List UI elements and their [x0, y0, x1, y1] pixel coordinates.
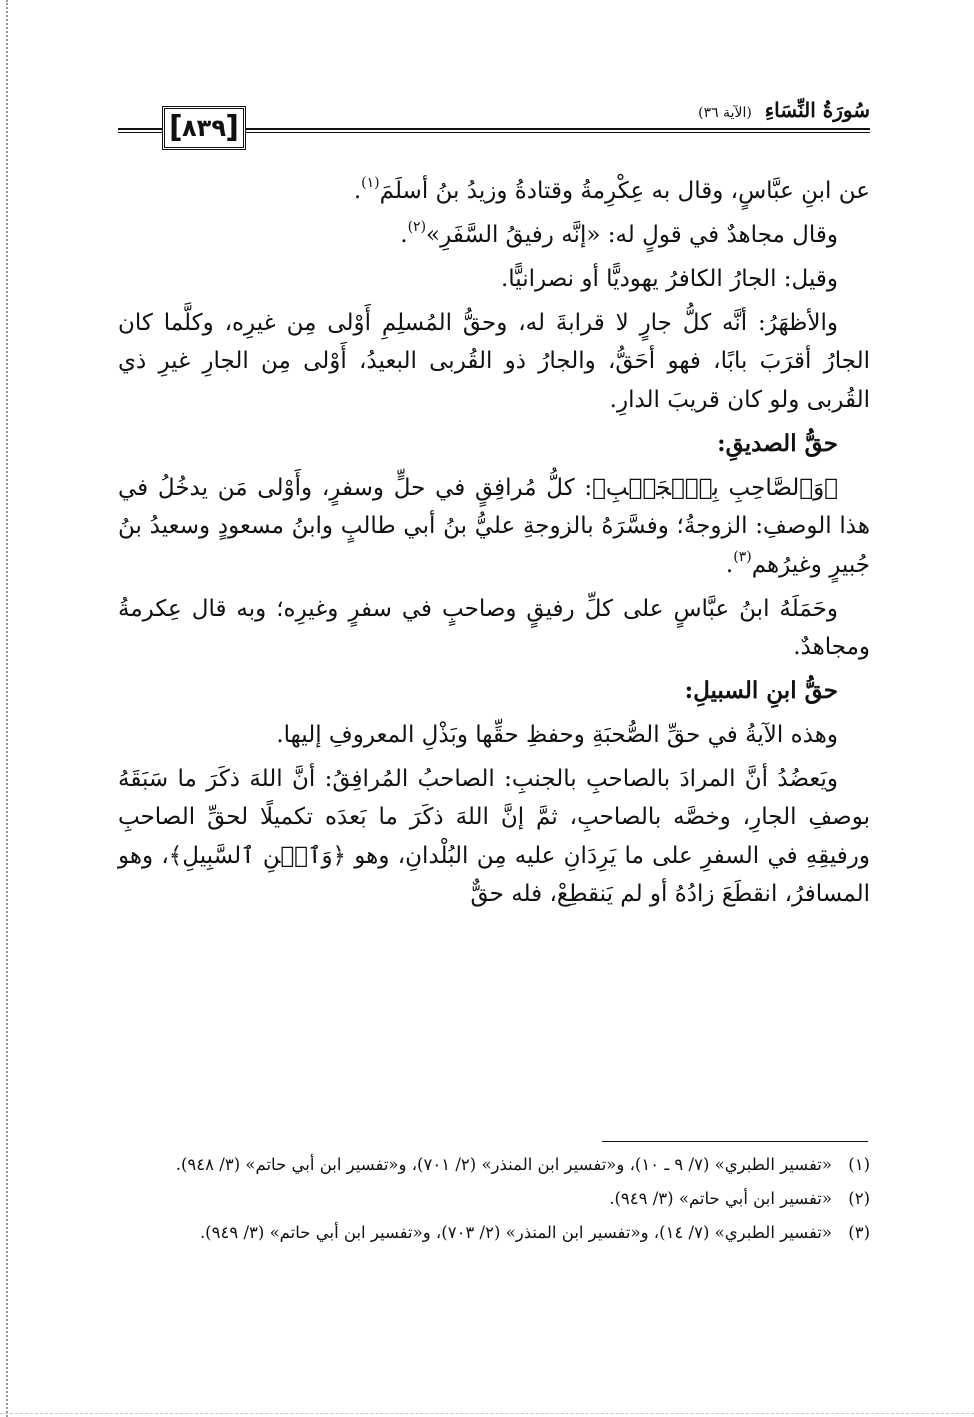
- paragraph: [118, 469, 870, 584]
- page-number: ٨٣٩: [182, 114, 226, 142]
- scan-left-edge: [0, 0, 8, 1417]
- footnote-separator: [602, 1141, 868, 1142]
- paragraph-text: وقيل: الجارُ الكافرُ يهوديًّا أو نصرانيًّا.: [500, 266, 838, 292]
- paragraph-text: وهذه الآيةُ في حقِّ الصُّحبَةِ وحفظِ حقِّها وبَذْلِ المعروفِ إليها.: [276, 722, 838, 749]
- page-number-box: [162, 106, 246, 150]
- paragraph-text: وحَمَلَهُ ابنُ عبَّاسٍ على كلِّ رفيقٍ وصاحبٍ في سفرٍ وغيرِه؛ وبه قال عِكرمةُ ومجاهدٌ.: [118, 595, 870, 661]
- paragraph-text: وقال مجاهدٌ في قولٍ له: «إنَّه رفيقُ السَّفَرِ»: [426, 222, 838, 248]
- footnote: [118, 1150, 870, 1180]
- paragraph: [118, 760, 870, 914]
- surah-title: سُورَةُ النِّسَاءِ: [764, 98, 870, 122]
- footnote-number: (٢): [848, 1189, 870, 1208]
- footnote-marker: (١): [361, 175, 380, 192]
- paragraph-text: عن ابنِ عبَّاسٍ، وقال به عِكْرِمةُ وقتادةُ وزيدُ بنُ أسلَمَ: [379, 178, 870, 204]
- footnote-text: «تفسير ابن أبي حاتم» (٣/ ٩٤٩).: [609, 1189, 832, 1208]
- footnotes: [118, 1150, 870, 1252]
- paragraph-text: ويَعضُدُ أنَّ المرادَ بالصاحبِ بالجنبِ: الصاحبُ المُرافِقُ: أنَّ اللهَ ذكَرَ ما سَبَقَهُ بوصفِ الجارِ، وخصَّه بالصاحبِ، ثمَّ إنَّ اللهَ ذكَرَ ما بَعدَه تكميلًا لحقِّ الصاحبِ ورفيقِهِ في السفرِ على ما يَرِدَانِ عليه مِن البُلْدانِ، وهو ﴿وَٱبۡنِ ٱلسَّبِيلِ﴾، وهو المسافرُ، انقطَعَ زادُهُ أو لم يَنقطِعْ، فله حقٌّ: [118, 766, 870, 908]
- paragraph-text: والأظهَرُ: أنَّه كلُّ جارٍ لا قرابةَ له، وحقُّ المُسلِمِ أَوْلى مِن غيرِه، وكلَّما كان الجارُ أقرَبَ بابًا، فهو أحَقُّ، والجارُ ذو القُربى البعيدُ، أَوْلى مِن الجارِ غيرِ ذي القُربى ولو كان قريبَ الدارِ.: [118, 310, 870, 413]
- bracket-right-icon: ]: [225, 110, 239, 145]
- paragraph: [118, 172, 870, 210]
- footnote-number: (١): [848, 1155, 870, 1174]
- section-heading: حقُّ ابنِ السبيلِ:: [684, 677, 838, 705]
- footnote-text: «تفسير الطبري» (٧/ ١٤)، و«تفسير ابن المنذر» (٢/ ٧٠٣)، و«تفسير ابن أبي حاتم» (٣/ ٩٤٩).: [199, 1223, 832, 1242]
- page-header: [118, 96, 870, 156]
- paragraph: [118, 590, 870, 667]
- paragraph-end: .: [725, 551, 734, 578]
- paragraph-text: ﴿وَٱلصَّاحِبِ بِٱلۡجَنۢبِ﴾: كلُّ مُرافِقٍ في حلٍّ وسفرٍ، وأَوْلى مَن يدخُلُ في هذا الوصفِ: الزوجةُ؛ وفسَّرَهُ بالزوجةِ عليُّ بنُ أبي طالبٍ وابنُ مسعودٍ وسعيدُ بنُ جُبيرٍ وغيرُهم: [118, 474, 870, 578]
- paragraph-end: .: [400, 222, 408, 248]
- paragraph: [118, 304, 870, 419]
- section-heading: حقُّ الصديقِ:: [717, 429, 838, 457]
- bracket-left-icon: [: [169, 110, 183, 145]
- paragraph: [118, 260, 870, 298]
- footnote: [118, 1184, 870, 1214]
- ayah-reference: (الآية ٣٦): [698, 105, 752, 121]
- footnote: [118, 1218, 870, 1248]
- footnote-marker: (٢): [407, 219, 427, 236]
- running-title: [688, 98, 870, 122]
- footnote-marker: (٣): [733, 548, 752, 565]
- footnote-number: (٣): [848, 1223, 870, 1242]
- paragraph: [118, 716, 870, 754]
- main-text: [118, 172, 870, 919]
- footnote-text: «تفسير الطبري» (٧/ ٩ ـ ١٠)، و«تفسير ابن المنذر» (٢/ ٧٠١)، و«تفسير ابن أبي حاتم» (٣/ ٩٤٨).: [175, 1155, 832, 1174]
- scan-bottom-edge: [0, 1413, 974, 1414]
- paragraph-end: .: [353, 178, 362, 204]
- paragraph: [118, 216, 870, 254]
